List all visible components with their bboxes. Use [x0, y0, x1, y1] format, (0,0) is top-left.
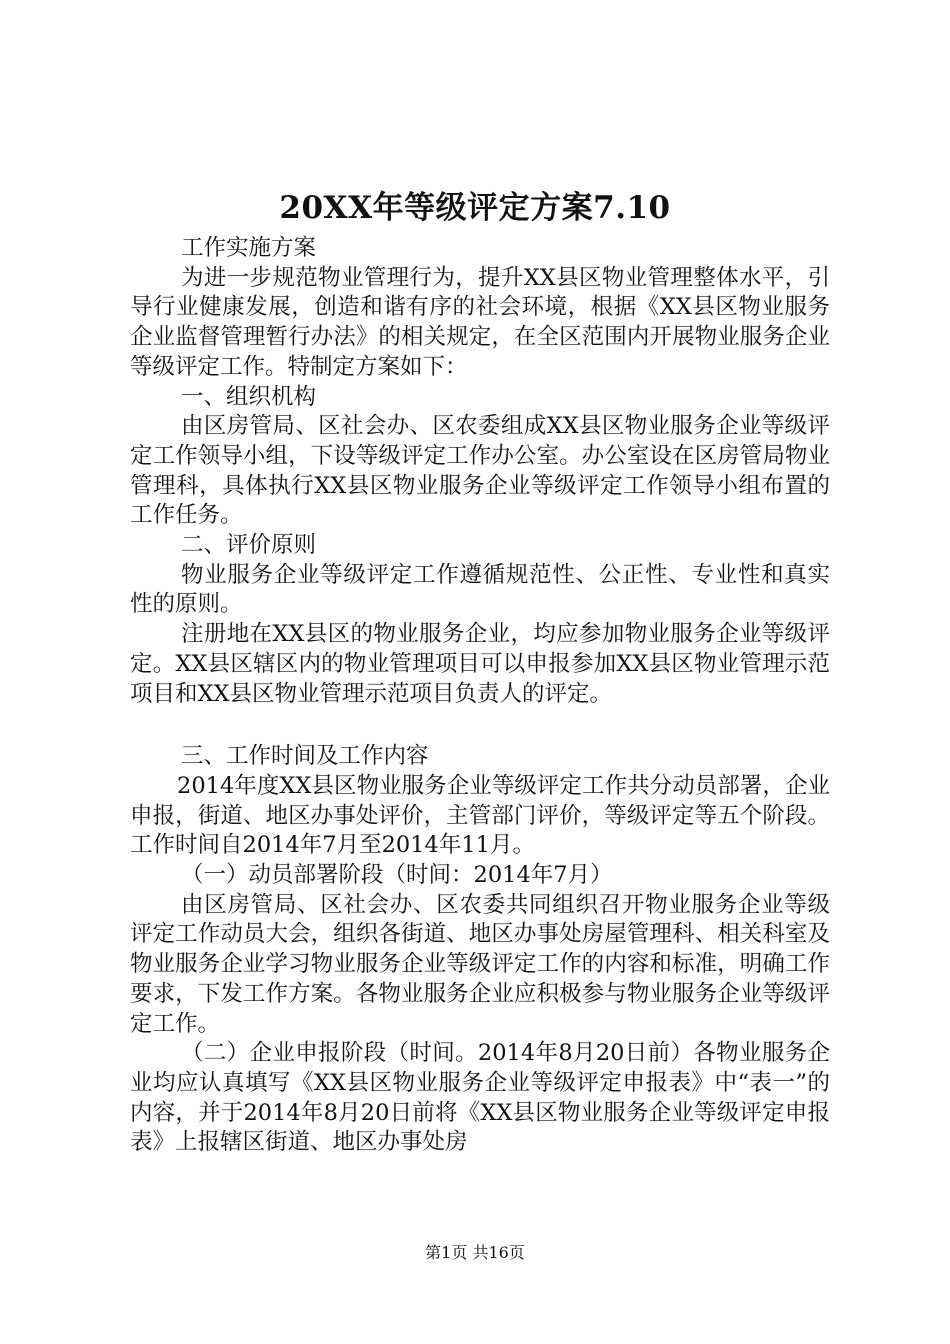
paragraph-principles: 物业服务企业等级评定工作遵循规范性、公正性、专业性和真实性的原则。	[130, 561, 830, 618]
section-heading-organization: 一、组织机构	[181, 383, 317, 410]
paragraph-organization: 由区房管局、区社会办、区农委组成XX县区物业服务企业等级评定工作领导小组，下设等级评定工作办公室。办公室设在区房管局物业管理科，具体执行XX县区物业服务企业等级评定工作领导小组布置的工作任务。	[130, 413, 830, 529]
paragraph-intro: 为进一步规范物业管理行为，提升XX县区物业管理整体水平，引导行业健康发展，创造和谐有序的社会环境，根据《XX县区物业服务企业监督管理暂行办法》的相关规定，在全区范围内开展物业服务企业等级评定工作。特制定方案如下：	[130, 264, 830, 380]
paragraph-application: （二）企业申报阶段（时间。2014年8月20日前）各物业服务企业均应认真填写《XX县区物业服务企业等级评定申报表》中“表一”的内容，并于2014年8月20日前将《XX县区物业服务企业等级评定申报表》上报辖区街道、地区办事处房	[130, 1040, 830, 1156]
subsection-heading-mobilization: （一）动员部署阶段（时间：2014年7月）	[181, 862, 613, 889]
paragraph-subtitle: 工作实施方案	[181, 235, 317, 261]
paragraph-registration: 注册地在XX县区的物业服务企业，均应参加物业服务企业等级评定。XX县区辖区内的物业管理项目可以申报参加XX县区物业管理示范项目和XX县区物业管理示范项目负责人的评定。	[130, 621, 830, 707]
section-heading-schedule: 三、工作时间及工作内容	[181, 743, 429, 770]
paragraph-schedule: 2014年度XX县区物业服务企业等级评定工作共分动员部署，企业申报，街道、地区办事处评价，主管部门评价，等级评定等五个阶段。工作时间自2014年7月至2014年11月。	[130, 772, 830, 859]
document-body	[130, 234, 830, 1158]
document-title: 20XX年等级评定方案7.10	[279, 190, 671, 226]
blank-line	[130, 709, 830, 742]
paragraph-mobilization: 由区房管局、区社会办、区农委共同组织召开物业服务企业等级评定工作动员大会，组织各街道、地区办事处房屋管理科、相关科室及物业服务企业学习物业服务企业等级评定工作的内容和标准，明确工作要求，下发工作方案。各物业服务企业应积极参与物业服务企业等级评定工作。	[130, 891, 830, 1037]
page-footer: 第1页 共16页	[425, 1243, 525, 1262]
section-heading-principles: 二、评价原则	[181, 532, 317, 559]
